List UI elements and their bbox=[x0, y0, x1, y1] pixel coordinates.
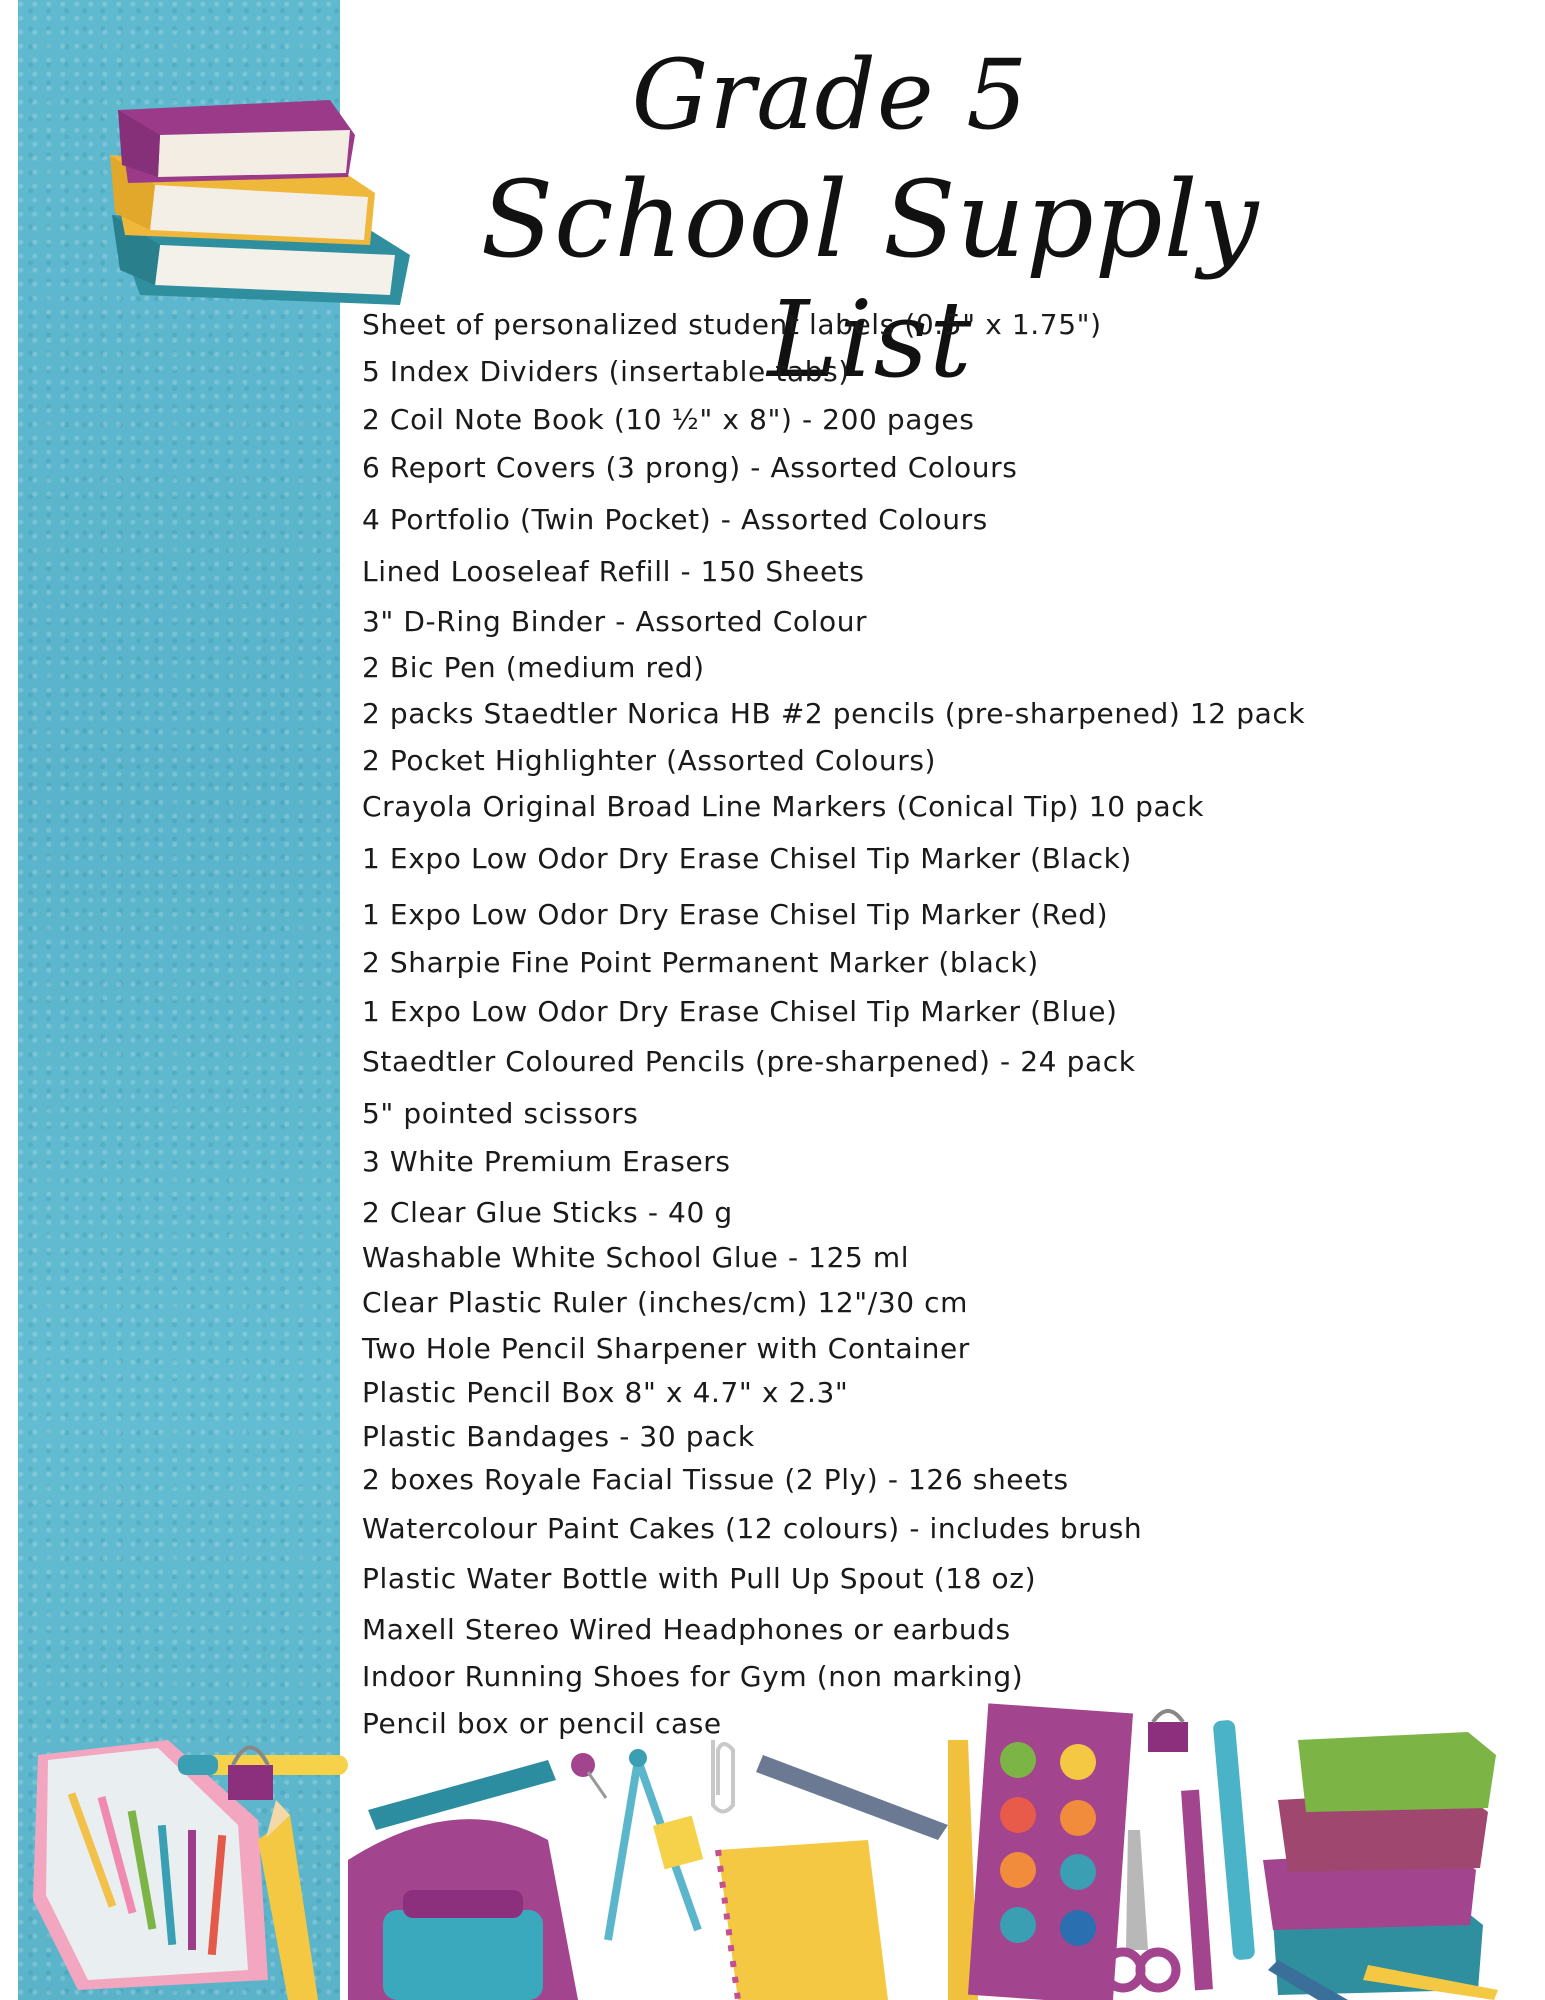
book-stack-illustration bbox=[100, 95, 420, 310]
fountain-pen-icon bbox=[1181, 1790, 1213, 1991]
list-item: 2 Pocket Highlighter (Assorted Colours) bbox=[362, 744, 937, 777]
notebook-icon bbox=[718, 1840, 888, 2000]
list-item: 3 White Premium Erasers bbox=[362, 1145, 731, 1178]
book-stack-icon bbox=[1263, 1732, 1496, 1995]
list-item: Plastic Pencil Box 8" x 4.7" x 2.3" bbox=[362, 1376, 849, 1409]
list-item: 4 Portfolio (Twin Pocket) - Assorted Colours bbox=[362, 503, 988, 536]
list-item: 2 boxes Royale Facial Tissue (2 Ply) - 126 sheets bbox=[362, 1463, 1069, 1496]
list-item: Two Hole Pencil Sharpener with Container bbox=[362, 1332, 970, 1365]
list-item: Pencil box or pencil case bbox=[362, 1707, 722, 1740]
page-title-line-2: School Supply List bbox=[480, 158, 1260, 401]
push-pin-icon bbox=[571, 1753, 606, 1798]
backpack-icon bbox=[348, 1819, 578, 2000]
list-item: Lined Looseleaf Refill - 150 Sheets bbox=[362, 555, 865, 588]
list-item: Plastic Bandages - 30 pack bbox=[362, 1420, 755, 1453]
list-item: 2 Sharpie Fine Point Permanent Marker (black) bbox=[362, 946, 1039, 979]
list-item: 1 Expo Low Odor Dry Erase Chisel Tip Marker (Red) bbox=[362, 898, 1109, 931]
list-item: 2 Bic Pen (medium red) bbox=[362, 651, 705, 684]
list-item: 1 Expo Low Odor Dry Erase Chisel Tip Marker (Black) bbox=[362, 842, 1132, 875]
list-item: Clear Plastic Ruler (inches/cm) 12"/30 cm bbox=[362, 1286, 969, 1319]
list-item: Plastic Water Bottle with Pull Up Spout (18 oz) bbox=[362, 1562, 1037, 1595]
list-item: Indoor Running Shoes for Gym (non marking) bbox=[362, 1660, 1024, 1693]
marker-icon bbox=[1213, 1719, 1256, 1960]
list-item: Staedtler Coloured Pencils (pre-sharpened) - 24 pack bbox=[362, 1045, 1136, 1078]
list-item: 2 Clear Glue Sticks - 40 g bbox=[362, 1196, 733, 1229]
paper-clip-icon bbox=[713, 1740, 733, 1812]
list-item: Maxell Stereo Wired Headphones or earbuds bbox=[362, 1613, 1011, 1646]
list-item: 2 Coil Note Book (10 ½" x 8") - 200 pages bbox=[362, 403, 975, 436]
list-item: 1 Expo Low Odor Dry Erase Chisel Tip Marker (Blue) bbox=[362, 995, 1118, 1028]
list-item: 5" pointed scissors bbox=[362, 1097, 639, 1130]
list-item: 2 packs Staedtler Norica HB #2 pencils (pre-sharpened) 12 pack bbox=[362, 697, 1306, 730]
list-item: 3" D-Ring Binder - Assorted Colour bbox=[362, 605, 868, 638]
page-title-line-1: Grade 5 bbox=[631, 39, 1029, 151]
list-item: 5 Index Dividers (insertable tabs) bbox=[362, 355, 850, 388]
crayon-icon bbox=[756, 1755, 948, 1840]
list-item: Watercolour Paint Cakes (12 colours) - includes brush bbox=[362, 1512, 1143, 1545]
list-item: 6 Report Covers (3 prong) - Assorted Colours bbox=[362, 451, 1018, 484]
list-item: Washable White School Glue - 125 ml bbox=[362, 1241, 910, 1274]
list-item: Crayola Original Broad Line Markers (Conical Tip) 10 pack bbox=[362, 790, 1205, 823]
school-supplies-illustration bbox=[18, 1700, 1513, 2000]
list-item: Sheet of personalized student labels (0.5" x 1.75") bbox=[362, 308, 1102, 341]
binder-clip-icon bbox=[1148, 1711, 1188, 1752]
